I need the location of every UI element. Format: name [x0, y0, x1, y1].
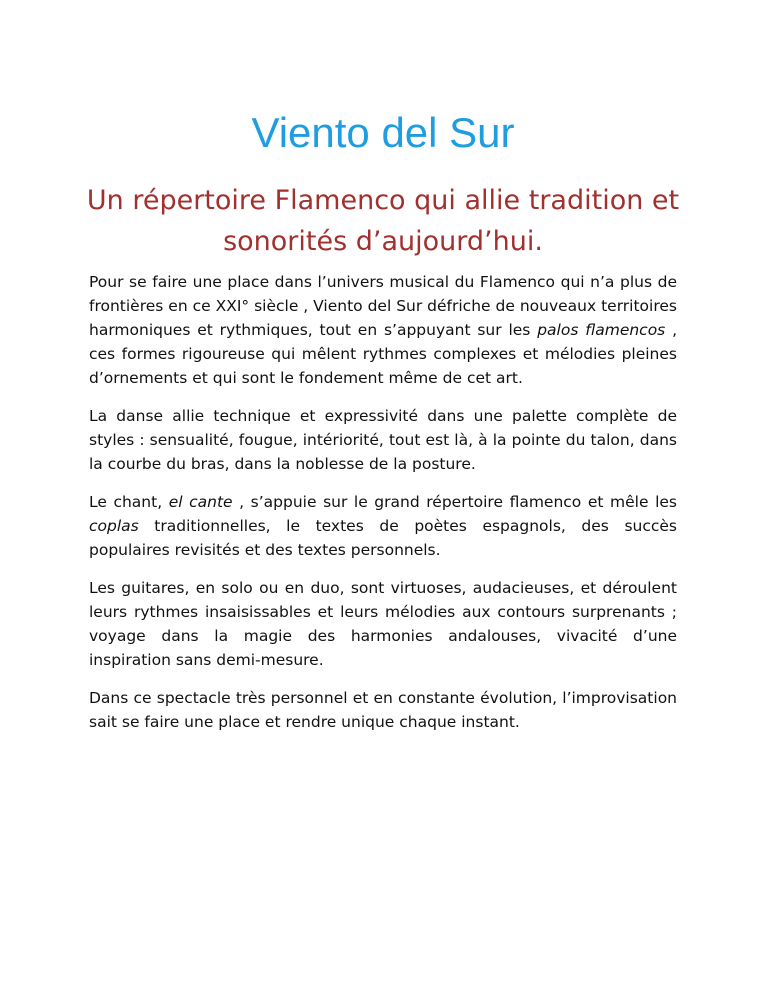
paragraph-song-text-2: , s’appuie sur le grand répertoire flamenco et mêle les: [232, 493, 678, 511]
paragraph-intro: [89, 270, 677, 390]
paragraph-guitars: Les guitares, en solo ou en duo, sont virtuoses, audacieuses, et déroulent leurs rythmes insaisissables et leurs mélodies aux contours surprenants ; voyage dans la magie des harmonies andalouses, vivacité d’une inspiration sans demi-mesure.: [89, 579, 677, 669]
paragraph-song-emphasis-1: el cante: [168, 493, 233, 511]
paragraph-intro-text-2: , ces formes rigoureuse qui mêlent rythmes complexes et mélodies pleines d’ornements et qui sont le fondement même de cet art.: [89, 321, 678, 387]
document-subtitle: Un répertoire Flamenco qui allie tradition et sonorités d’aujourd’hui.: [86, 185, 680, 257]
paragraph-intro-emphasis: palos flamencos: [537, 321, 666, 339]
paragraph-song-emphasis-2: coplas: [89, 517, 139, 535]
document-title: Viento del Sur: [251, 109, 515, 156]
document-body: [89, 270, 677, 748]
paragraph-dance: La danse allie technique et expressivité dans une palette complète de styles : sensualité, fougue, intériorité, tout est là, à la pointe du talon, dans la courbe du bras, dans la noblesse de la posture.: [89, 407, 677, 473]
paragraph-song: [89, 490, 677, 562]
paragraph-intro-text-1: Pour se faire une place dans l’univers musical du Flamenco qui n’a plus de frontières en ce XXI° siècle , Viento del Sur défriche de nouveaux territoires harmoniques et rythmiques, tout en s’appuyant sur les: [89, 273, 677, 339]
paragraph-song-text-3: traditionnelles, le textes de poètes espagnols, des succès populaires revisités et des textes personnels.: [89, 517, 677, 559]
paragraph-show: Dans ce spectacle très personnel et en constante évolution, l’improvisation sait se faire une place et rendre unique chaque instant.: [89, 689, 677, 731]
paragraph-song-text-1: Le chant,: [89, 493, 169, 511]
